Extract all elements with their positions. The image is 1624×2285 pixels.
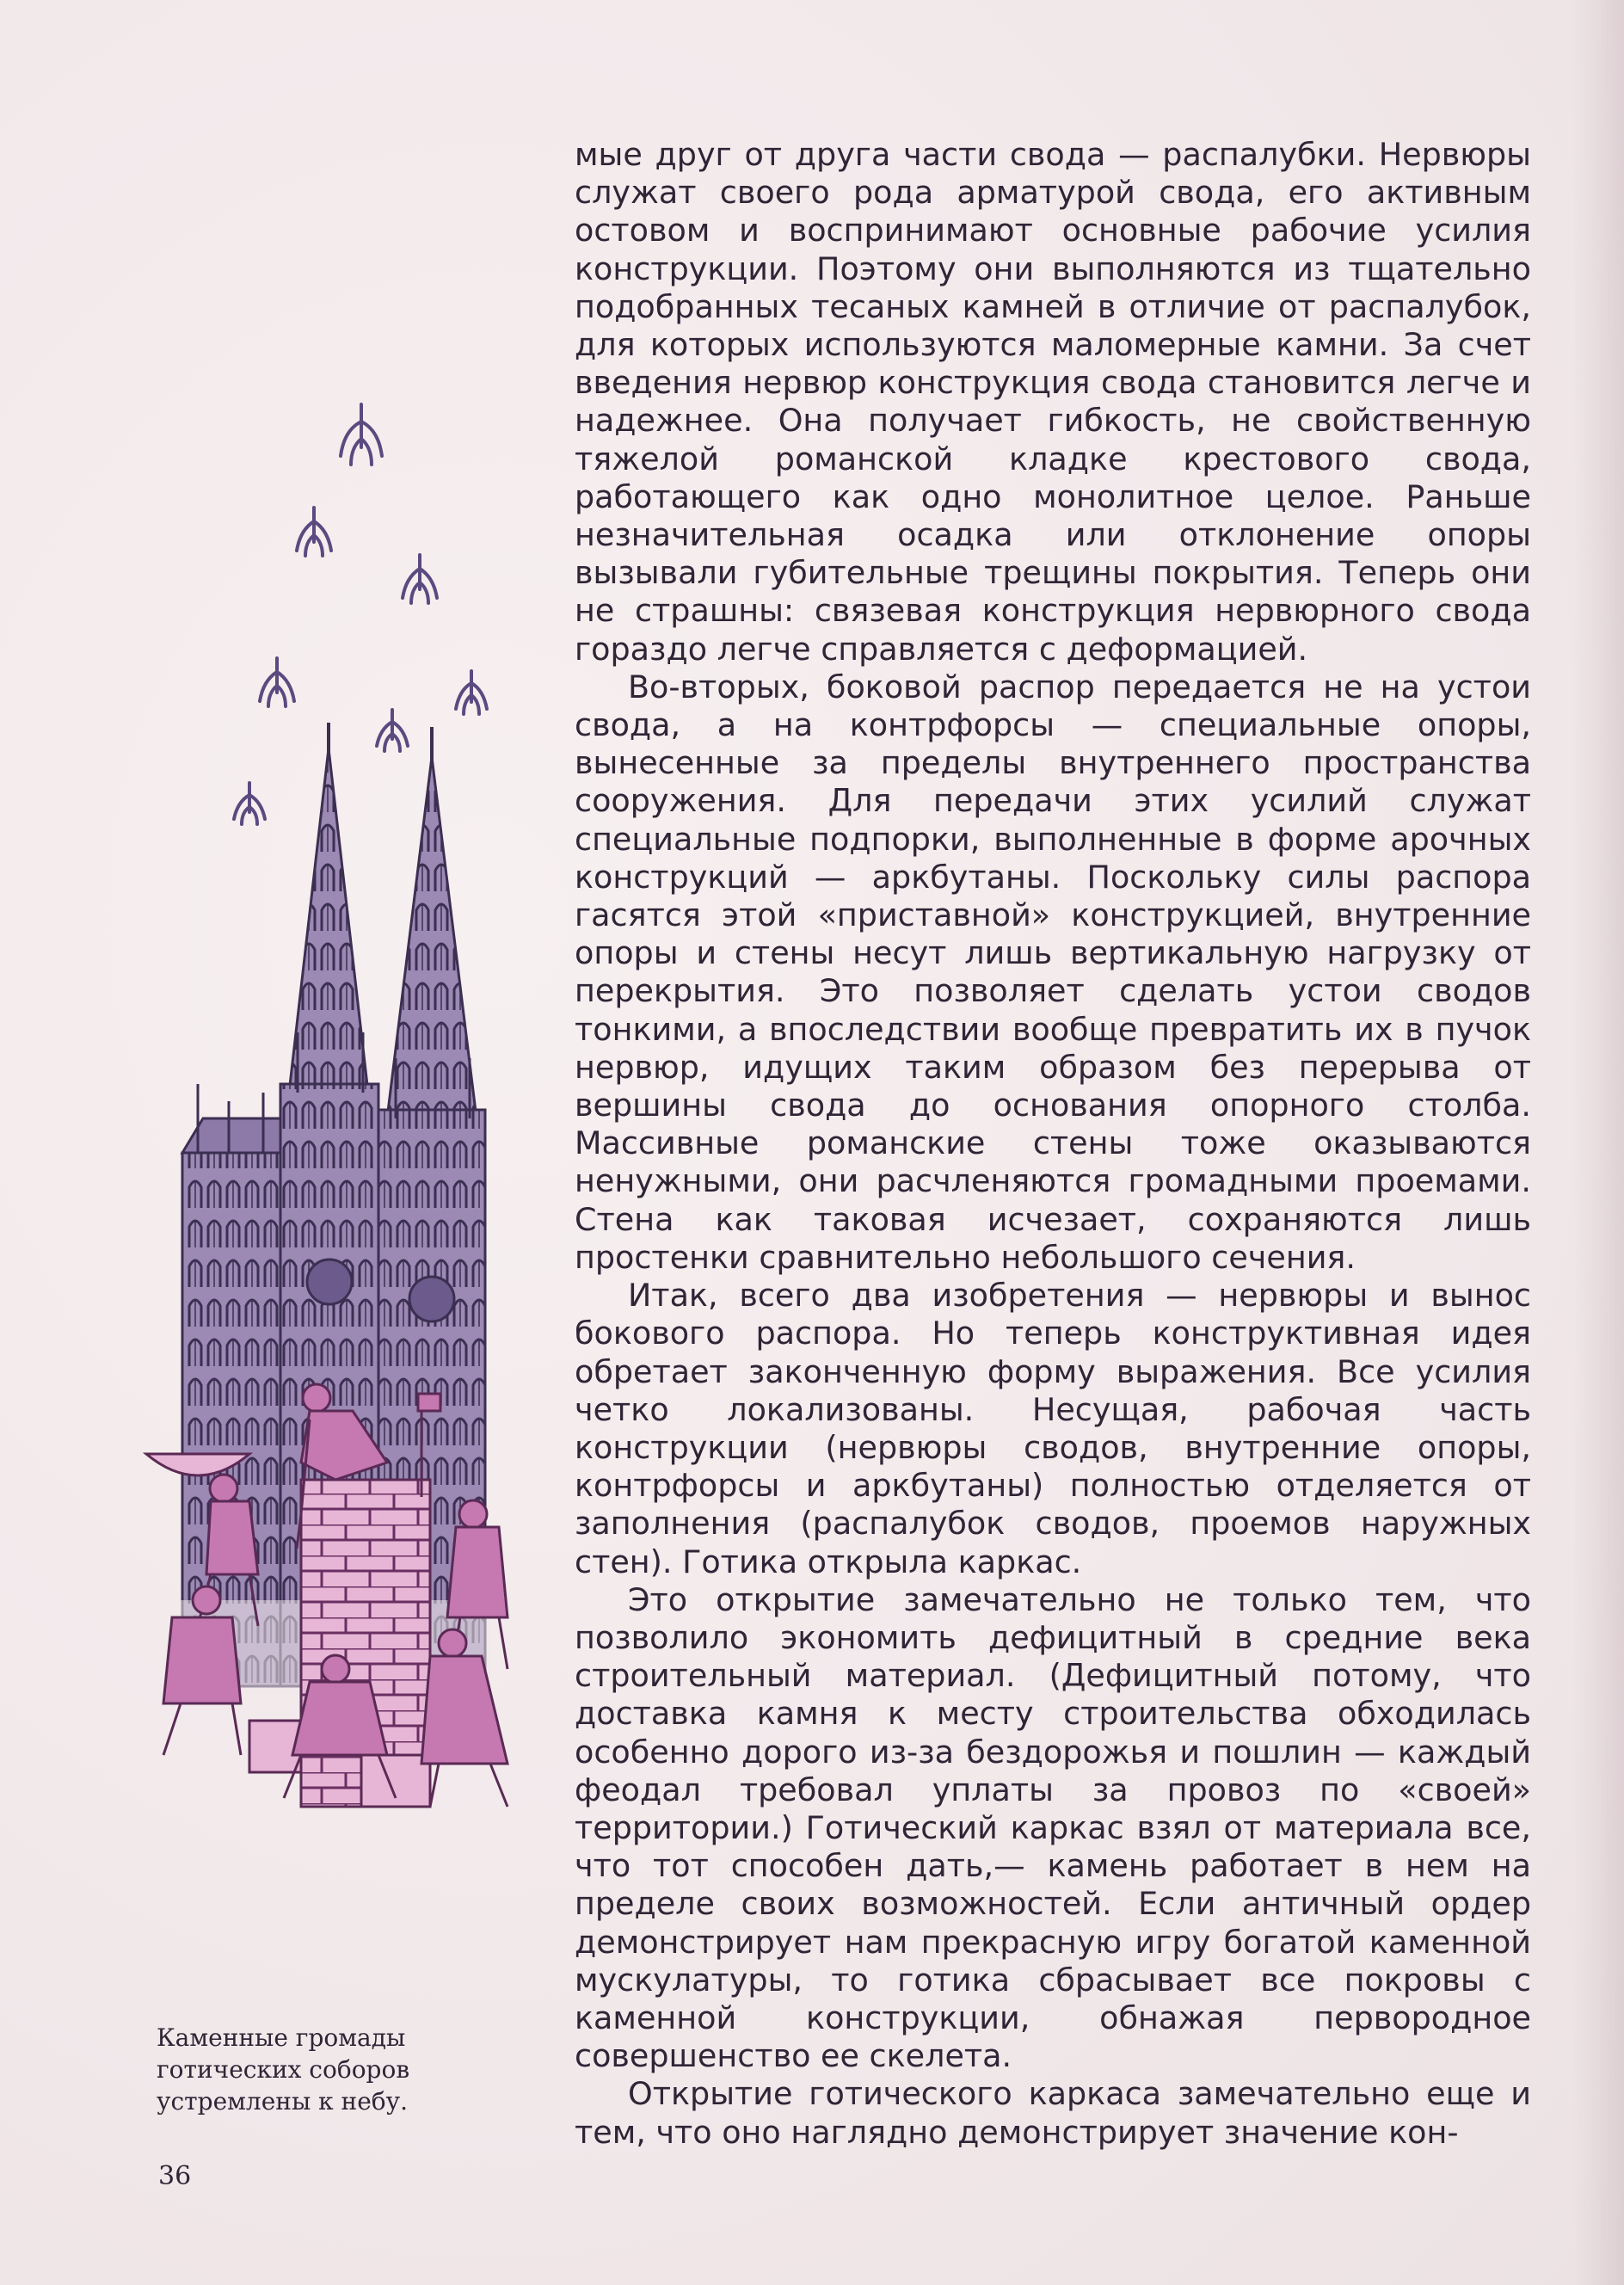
bird-icon (260, 658, 294, 706)
bird-icon (456, 671, 487, 714)
paragraph-5: Открытие готического каркаса замечательно еще и тем, что оно наглядно демонстрирует значение кон- (575, 2075, 1531, 2151)
main-text-column (575, 136, 1531, 2152)
paragraph-2: Во-вторых, боковой распор передается не на устои свода, а на контрфорсы — специальные опоры, вынесенные за пределы внутреннего пространства сооружения. Для передачи этих усилий служат специальные подпорки, выполненные в форме арочных конструкций — аркбутаны. Поскольку силы распора гасятся этой «приставной» конструкцией, внутренние опоры и стены несут лишь вертикальную нагрузку от перекрытия. Это позволяет сделать устои сводов тонкими, а впоследствии вообще превратить их в пучок нервюр, идущих таким образом без перерыва от вершины свода до основания опорного столба. Массивные романские стены тоже оказываются ненужными, они расчленяются громадными проемами. Стена как таковая исчезает, сохраняются лишь простенки сравнительно небольшого сечения. (575, 668, 1531, 1276)
paragraph-1: мые друг от друга части свода — распалубки. Нервюры служат своего рода арматурой свода, его активным остовом и воспринимают основные рабочие усилия конструкции. Поэтому они выполняются из тщательно подобранных тесаных камней в отличие от распалубок, для которых используются маломерные камни. За счет введения нервюр конструкция свода становится легче и надежнее. Она получает гибкость, не свойственную тяжелой романской кладке крестового свода, работающего как одно монолитное целое. Раньше незначительная осадка или отклонение опоры вызывали губительные трещины покрытия. Теперь они не страшны: связевая конструкция нервюрного свода гораздо легче справляется с деформацией. (575, 136, 1531, 668)
bird-icon (297, 508, 331, 556)
caption-line: Каменные громады (157, 2023, 406, 2052)
paragraph-4: Это открытие замечательно не только тем, что позволило экономить дефицитный в средние века строительный материал. (Дефицитный потому, что доставка камня к месту строительства обходилась особенно дорого из-за бездорожья и пошлин — каждый феодал требовал уплаты за провоз по «своей» территории.) Готический каркас взял от материала все, что тот способен дать,— камень работает в нем на пределе своих возможностей. Если античный ордер демонстрирует нам прекрасную игру богатой каменной мускулатуры, то готика сбрасывает все покровы с каменной конструкции, обнажая первородное совершенство ее скелета. (575, 1580, 1531, 2075)
bird-icon (234, 783, 265, 824)
page-number: 36 (158, 2161, 192, 2191)
cathedral-illustration (129, 379, 542, 1841)
bird-icon (403, 555, 437, 603)
caption-line: устремлены к небу. (157, 2087, 408, 2116)
page-edge-shadow (1572, 0, 1624, 2285)
caption-line: готических соборов (157, 2055, 410, 2084)
bird-icon (341, 404, 382, 465)
illustration-caption (157, 2022, 466, 2117)
paragraph-3: Итак, всего два изобретения — нервюры и вынос бокового распора. Но теперь конструктивная идея обретает законченную форму выражения. Все усилия четко локализованы. Несущая, рабочая часть конструкции (нервюры сводов, внутренние опоры, контрфорсы и аркбутаны) полностью отделяется от заполнения (распалубок сводов, проемов наружных стен). Готика открыла каркас. (575, 1277, 1531, 1580)
birds-group (234, 404, 487, 824)
bird-icon (377, 710, 408, 751)
